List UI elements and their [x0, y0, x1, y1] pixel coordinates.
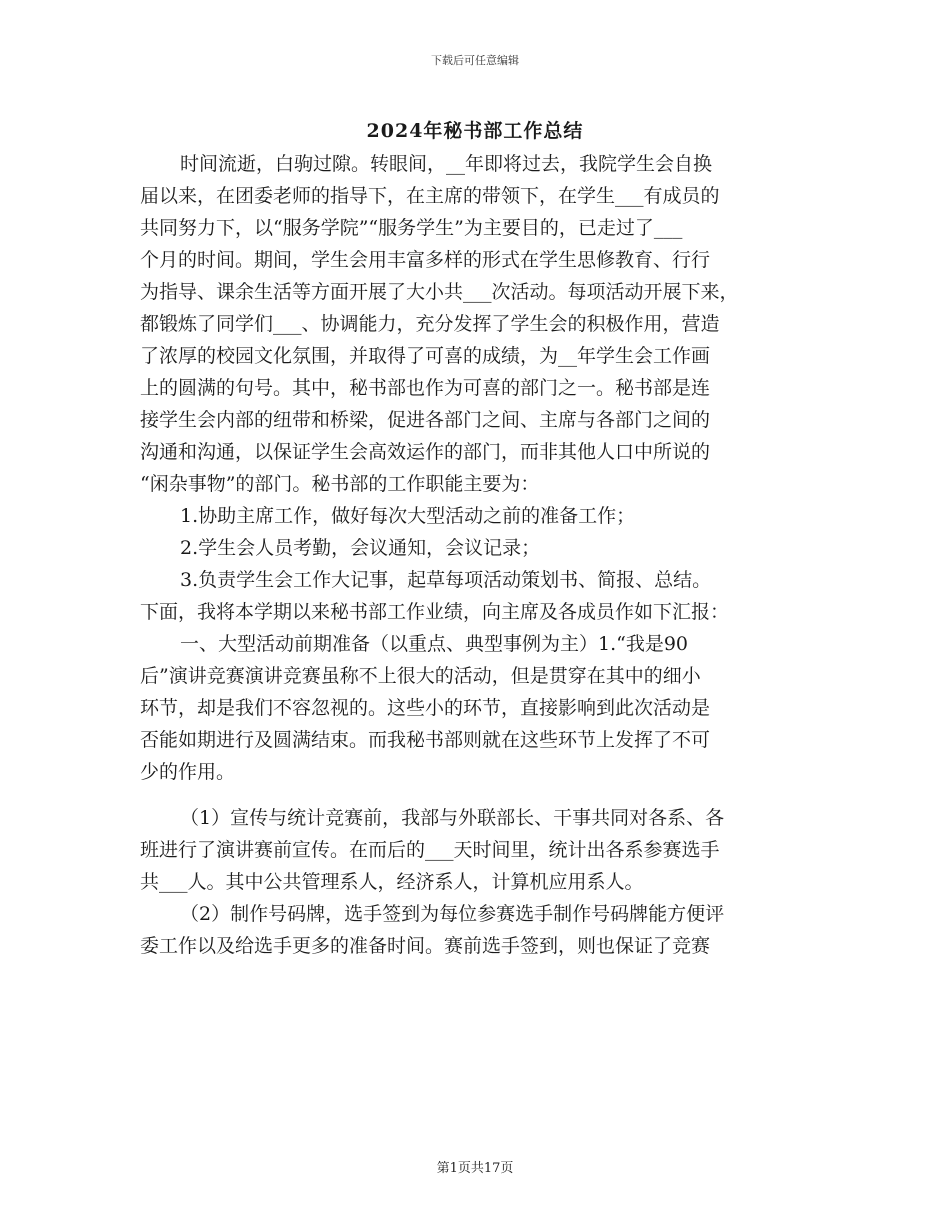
- page-title: 2024年秘书部工作总结: [366, 120, 584, 142]
- section-heading-line: 一、大型活动前期准备（以重点、典型事例为主）1.“我是90: [180, 633, 689, 655]
- page-number: 第1页共17页: [436, 1161, 514, 1176]
- paragraph-line: 少的作用。: [140, 761, 236, 783]
- list-item: 1.协助主席工作，做好每次大型活动之前的准备工作；: [180, 505, 636, 527]
- paragraph-line: 都锻炼了同学们___、协调能力，充分发挥了学生会的积极作用，营造: [140, 313, 720, 335]
- paragraph-line: 否能如期进行及圆满结束。而我秘书部则就在这些环节上发挥了不可: [140, 729, 711, 751]
- list-item: 3.负责学生会工作大记事，起草每项活动策划书、简报、总结。: [180, 569, 712, 591]
- paragraph-line: 环节，却是我们不容忽视的。这些小的环节，直接影响到此次活动是: [140, 697, 711, 719]
- paragraph-line: 接学生会内部的纽带和桥梁，促进各部门之间、主席与各部门之间的: [140, 409, 711, 431]
- paragraph-line: 届以来，在团委老师的指导下，在主席的带领下，在学生___有成员的: [140, 185, 720, 207]
- paragraph-line: 委工作以及给选手更多的准备时间。赛前选手签到，则也保证了竞赛: [140, 935, 711, 957]
- paragraph-line: （2）制作号码牌，选手签到为每位参赛选手制作号码牌能方便评: [180, 903, 725, 925]
- document-body: [140, 148, 810, 962]
- paragraph-line: 为指导、课余生活等方面开展了大小共___次活动。每项活动开展下来，: [140, 281, 739, 303]
- paragraph-line: 班进行了演讲赛前宣传。在而后的___天时间里，统计出各系参赛选手: [140, 839, 720, 861]
- paragraph-line: “闲杂事物”的部门。秘书部的工作职能主要为：: [140, 473, 540, 495]
- list-item: 2.学生会人员考勤，会议通知，会议记录；: [180, 537, 541, 559]
- paragraph-line: （1）宣传与统计竞赛前，我部与外联部长、干事共同对各系、各: [180, 807, 725, 829]
- paragraph-line: 时间流逝，白驹过隙。转眼间，__年即将过去，我院学生会自换: [180, 153, 713, 175]
- header-note: 下载后可任意编辑: [431, 54, 519, 67]
- paragraph-line: 下面，我将本学期以来秘书部工作业绩，向主席及各成员作如下汇报：: [140, 601, 730, 623]
- paragraph-line: 后”演讲竞赛演讲竞赛虽称不上很大的活动，但是贯穿在其中的细小: [140, 665, 701, 687]
- paragraph-line: 上的圆满的句号。其中，秘书部也作为可喜的部门之一。秘书部是连: [140, 377, 711, 399]
- paragraph-line: 了浓厚的校园文化氛围，并取得了可喜的成绩，为__年学生会工作画: [140, 345, 711, 367]
- paragraph-line: 共___人。其中公共管理系人，经济系人，计算机应用系人。: [140, 871, 644, 893]
- paragraph-line: 个月的时间。期间，学生会用丰富多样的形式在学生思修教育、行行: [140, 249, 711, 271]
- paragraph-line: 共同努力下，以“服务学院”“服务学生”为主要目的，已走过了___: [140, 217, 683, 239]
- paragraph-line: 沟通和沟通，以保证学生会高效运作的部门，而非其他人口中所说的: [140, 441, 711, 463]
